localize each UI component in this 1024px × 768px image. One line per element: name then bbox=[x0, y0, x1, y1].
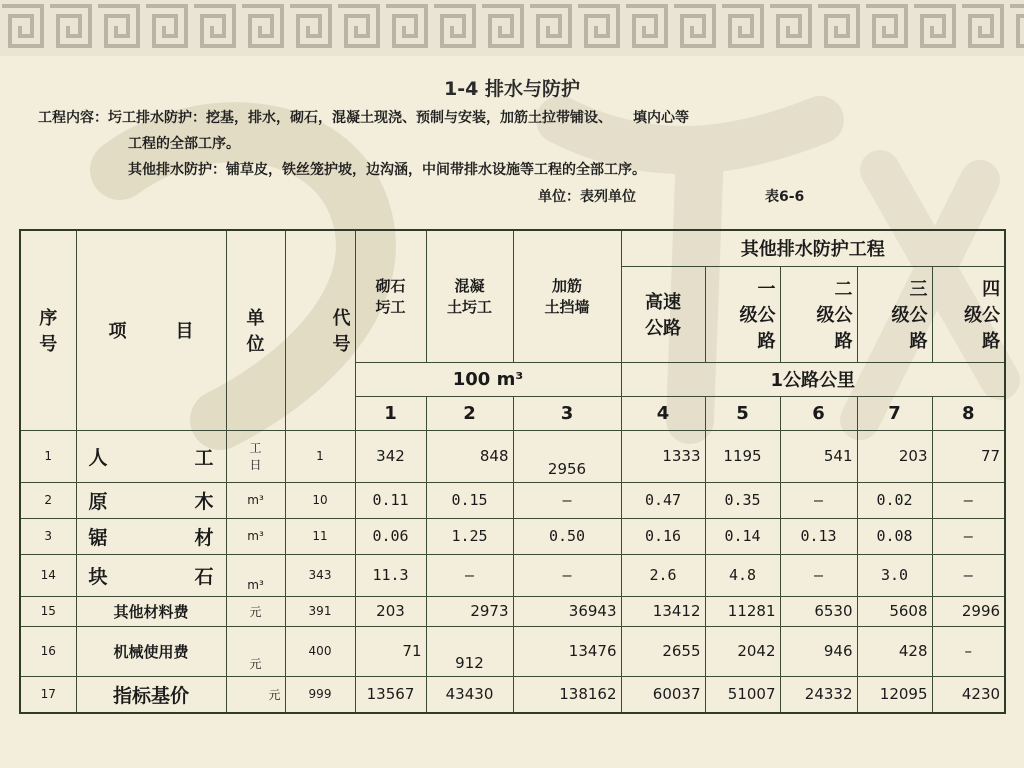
header-col7: 三 级公 路 bbox=[857, 266, 932, 362]
row-item: 机械使用费 bbox=[76, 626, 226, 676]
row-code: 11 bbox=[285, 518, 355, 554]
row-value: 2655 bbox=[621, 626, 705, 676]
row-value: 60037 bbox=[621, 676, 705, 713]
row-unit: 元 bbox=[226, 626, 285, 676]
row-value: 5608 bbox=[857, 596, 932, 626]
work-content-line-2: 工程的全部工序。 bbox=[128, 136, 240, 152]
row-code: 343 bbox=[285, 554, 355, 596]
header-code: 代 号 bbox=[285, 230, 355, 430]
unit-group-100m3: 100 m³ bbox=[355, 362, 621, 396]
row-value: 2996 bbox=[932, 596, 1005, 626]
row-value: 43430 bbox=[426, 676, 513, 713]
header-col1: 砌石 圬工 bbox=[355, 230, 426, 362]
row-seq: 2 bbox=[20, 482, 76, 518]
row-value: 342 bbox=[355, 430, 426, 482]
row-value: 6530 bbox=[780, 596, 857, 626]
row-code: 1 bbox=[285, 430, 355, 482]
row-value: 0.50 bbox=[513, 518, 621, 554]
row-seq: 1 bbox=[20, 430, 76, 482]
col-number: 8 bbox=[932, 396, 1005, 430]
row-value: 0.35 bbox=[705, 482, 780, 518]
row-value: 0.11 bbox=[355, 482, 426, 518]
row-unit: m³ bbox=[226, 482, 285, 518]
row-value: 1.25 bbox=[426, 518, 513, 554]
col-number: 1 bbox=[355, 396, 426, 430]
row-value: 51007 bbox=[705, 676, 780, 713]
row-unit: m³ bbox=[226, 518, 285, 554]
header-col4: 高速 公路 bbox=[621, 266, 705, 362]
row-seq: 14 bbox=[20, 554, 76, 596]
work-content-line-1: 工程内容：圬工排水防护：挖基，排水，砌石，混凝土现浇、预制与安装，加筋土拉带铺设、 填内心等 bbox=[38, 110, 689, 126]
row-value: – bbox=[932, 626, 1005, 676]
row-item: 原 木 bbox=[76, 482, 226, 518]
row-value: 1333 bbox=[621, 430, 705, 482]
header-item: 项 目 bbox=[76, 230, 226, 430]
table-row bbox=[20, 482, 1005, 518]
row-value: 0.08 bbox=[857, 518, 932, 554]
header-col8: 四 级公 路 bbox=[932, 266, 1005, 362]
row-item: 人 工 bbox=[76, 430, 226, 482]
row-code: 391 bbox=[285, 596, 355, 626]
col-number: 2 bbox=[426, 396, 513, 430]
row-value: 912 bbox=[426, 626, 513, 676]
table-row bbox=[20, 596, 1005, 626]
header-other-group: 其他排水防护工程 bbox=[621, 230, 1005, 266]
row-seq: 17 bbox=[20, 676, 76, 713]
row-value: 71 bbox=[355, 626, 426, 676]
row-value: 13476 bbox=[513, 626, 621, 676]
row-value: 4.8 bbox=[705, 554, 780, 596]
row-item: 其他材料费 bbox=[76, 596, 226, 626]
row-seq: 3 bbox=[20, 518, 76, 554]
row-value: 36943 bbox=[513, 596, 621, 626]
header-col6: 二 级公 路 bbox=[780, 266, 857, 362]
row-value: 11281 bbox=[705, 596, 780, 626]
table-row bbox=[20, 430, 1005, 482]
row-value: 13567 bbox=[355, 676, 426, 713]
quota-table bbox=[19, 229, 1006, 714]
col-number: 5 bbox=[705, 396, 780, 430]
table-row bbox=[20, 626, 1005, 676]
row-value: 2973 bbox=[426, 596, 513, 626]
row-seq: 15 bbox=[20, 596, 76, 626]
row-value: 0.13 bbox=[780, 518, 857, 554]
row-value: 203 bbox=[355, 596, 426, 626]
row-value: – bbox=[513, 554, 621, 596]
row-value: 11.3 bbox=[355, 554, 426, 596]
col-number: 7 bbox=[857, 396, 932, 430]
row-value: 0.15 bbox=[426, 482, 513, 518]
row-item: 块 石 bbox=[76, 554, 226, 596]
row-value: 12095 bbox=[857, 676, 932, 713]
row-value: 3.0 bbox=[857, 554, 932, 596]
greek-key-border bbox=[0, 0, 1024, 56]
row-value: – bbox=[932, 554, 1005, 596]
row-unit: 元 bbox=[226, 676, 285, 713]
row-value: – bbox=[780, 554, 857, 596]
row-code: 400 bbox=[285, 626, 355, 676]
row-code: 10 bbox=[285, 482, 355, 518]
row-value: – bbox=[932, 482, 1005, 518]
row-value: 138162 bbox=[513, 676, 621, 713]
table-row bbox=[20, 676, 1005, 713]
row-value: – bbox=[932, 518, 1005, 554]
header-seq: 序 号 bbox=[20, 230, 76, 430]
row-value: 1195 bbox=[705, 430, 780, 482]
row-value: 2956 bbox=[513, 430, 621, 482]
row-value: 428 bbox=[857, 626, 932, 676]
row-value: 24332 bbox=[780, 676, 857, 713]
row-value: 203 bbox=[857, 430, 932, 482]
row-value: 13412 bbox=[621, 596, 705, 626]
row-code: 999 bbox=[285, 676, 355, 713]
row-value: 0.16 bbox=[621, 518, 705, 554]
col-number: 3 bbox=[513, 396, 621, 430]
header-unit: 单 位 bbox=[226, 230, 285, 430]
row-unit: 工 日 bbox=[226, 430, 285, 482]
row-value: – bbox=[780, 482, 857, 518]
row-value: 4230 bbox=[932, 676, 1005, 713]
row-value: 2.6 bbox=[621, 554, 705, 596]
row-seq: 16 bbox=[20, 626, 76, 676]
row-value: 2042 bbox=[705, 626, 780, 676]
row-item: 指标基价 bbox=[76, 676, 226, 713]
row-value: 77 bbox=[932, 430, 1005, 482]
col-number: 6 bbox=[780, 396, 857, 430]
work-content-line-3: 其他排水防护：铺草皮，铁丝笼护坡，边沟涵，中间带排水设施等工程的全部工序。 bbox=[128, 162, 646, 178]
row-unit: 元 bbox=[226, 596, 285, 626]
row-value: 0.47 bbox=[621, 482, 705, 518]
table-row bbox=[20, 518, 1005, 554]
row-unit: m³ bbox=[226, 554, 285, 596]
row-value: 0.02 bbox=[857, 482, 932, 518]
unit-label: 单位：表列单位 bbox=[538, 189, 636, 205]
row-value: – bbox=[426, 554, 513, 596]
header-col2: 混凝 土圬工 bbox=[426, 230, 513, 362]
row-value: 848 bbox=[426, 430, 513, 482]
row-value: 0.06 bbox=[355, 518, 426, 554]
table-number: 表6-6 bbox=[765, 189, 805, 205]
header-col5: 一 级公 路 bbox=[705, 266, 780, 362]
col-number: 4 bbox=[621, 396, 705, 430]
table-row bbox=[20, 554, 1005, 596]
row-item: 锯 材 bbox=[76, 518, 226, 554]
row-value: 946 bbox=[780, 626, 857, 676]
page-title: 1-4 排水与防护 bbox=[444, 78, 580, 100]
row-value: – bbox=[513, 482, 621, 518]
row-value: 541 bbox=[780, 430, 857, 482]
row-value: 0.14 bbox=[705, 518, 780, 554]
unit-group-km: 1公路公里 bbox=[621, 362, 1005, 396]
header-col3: 加筋 土挡墙 bbox=[513, 230, 621, 362]
